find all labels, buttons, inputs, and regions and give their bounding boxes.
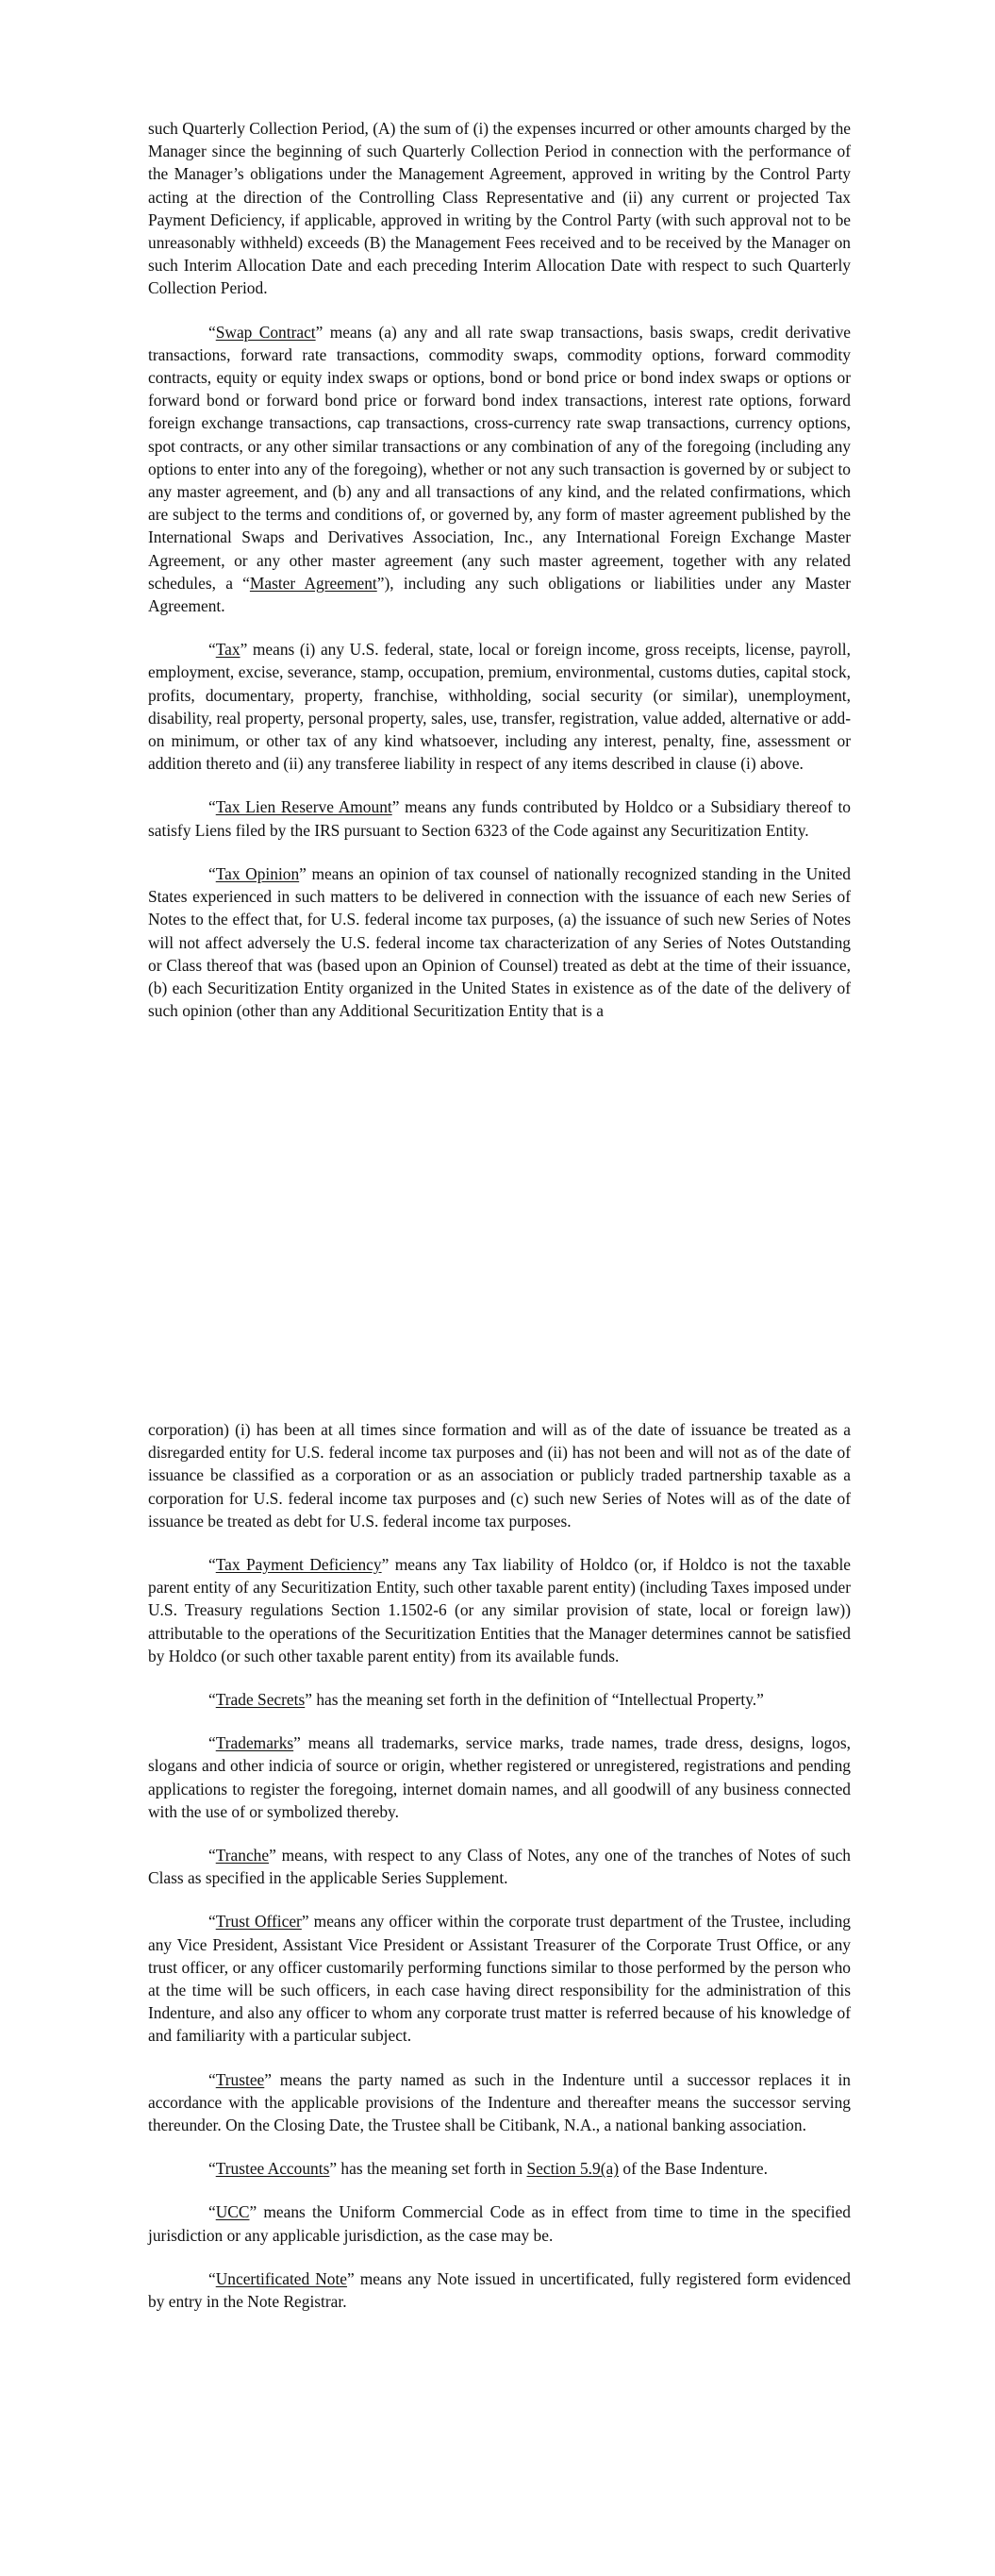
open-quote: “ [208,1846,216,1865]
definition-text: ” means the party named as such in the Indenture until a successor replaces it in accordance with the applicable provisions of the Indenture and thereafter means the successor serving thereunder. On the Closing Date, the Trustee shall be Citibank, N.A., a national banking association. [148,2069,851,2135]
definition-text: ” means any funds contributed by Holdco or a Subsidiary thereof to satisfy Liens filed by the IRS pursuant to Section 6323 of the Code against any Securitization Entity. [148,797,851,840]
definition-text: ”), including any such obligations or liabilities under any Master Agreement. [148,573,851,616]
definition-text: ” means (a) any and all rate swap transactions, basis swaps, credit derivative transactions, forward rate transactions, commodity swaps, commodity options, forward commodity contracts, equity or equity index swaps or options, bond or bond price or bond index swaps or options or forward bond or forward bond price or forward bond index transactions, interest rate options, forward foreign exchange transactions, cap transactions, cross-currency rate swap transactions, currency options, spot contracts, or any other similar transactions or any combination of any of the foregoing (including any options to enter into any of the foregoing), whether or not any such transaction is governed by or subject to any master agreement, and (b) any and all transactions of any kind, and the related confirmations, which are subject to the terms and conditions of, or governed by, any form of master agreement published by the International Swaps and Derivatives Association, Inc., any International Foreign Exchange Master Agreement, or any other master agreement (any such master agreement, together with any related schedules, a “ [148,322,851,593]
open-quote: “ [208,2159,216,2179]
definition-text: ” means all trademarks, service marks, trade names, trade dress, designs, logos, slogans and other indicia of source or origin, whether registered or unregistered, registrations and pending applications to register the foregoing, internet domain names, and all goodwill of any business connected with the use of or symbolized thereby. [148,1733,851,1821]
definition-trade-secrets [148,1688,851,1711]
defined-term-trustee-accounts: Trustee Accounts [215,2159,330,2179]
definition-text: ” has the meaning set forth in the definition of “Intellectual Property.” [305,1690,764,1710]
defined-term-tax-lien-reserve-amount: Tax Lien Reserve Amount [215,797,392,817]
page-upper-block [148,117,851,1043]
open-quote: “ [208,640,216,660]
page-lower-block [148,1418,851,2333]
defined-term-tax-payment-deficiency: Tax Payment Deficiency [215,1555,382,1575]
definition-trademarks [148,1731,851,1823]
open-quote: “ [208,1912,216,1932]
definition-tax-lien-reserve-amount [148,795,851,841]
open-quote: “ [208,322,216,342]
section-reference: Section 5.9(a) [526,2159,620,2179]
definition-ucc [148,2200,851,2246]
defined-term-tax-opinion: Tax Opinion [215,863,300,883]
definition-trustee [148,2068,851,2137]
definition-text: ” means any Note issued in uncertificated, fully registered form evidenced by entry in the Note Registrar. [148,2268,851,2312]
open-quote: “ [208,1690,216,1710]
defined-term-tax: Tax [215,640,240,660]
definition-tax-opinion [148,862,851,1022]
open-quote: “ [208,1555,216,1575]
defined-term-trustee: Trustee [215,2069,265,2089]
definition-text: ” means, with respect to any Class of Notes, any one of the tranches of Notes of such Class as specified in the applicable Series Supplement. [148,1846,851,1888]
open-quote: “ [208,797,216,817]
definition-text: ” means an opinion of tax counsel of nationally recognized standing in the United States experienced in such matters to be delivered in connection with the issuance of each new Series of Notes to the effect that, for U.S. federal income tax purposes, (a) the issuance of such new Series of Notes will not affect adversely the U.S. federal income tax characterization of any Series of Notes Outstanding or Class thereof that was (based upon an Opinion of Counsel) treated as debt at the time of their issuance, (b) each Securitization Entity organized in the United States in existence as of the date of the delivery of such opinion (other than any Additional Securitization Entity that is a [148,863,851,1021]
definition-tranche [148,1844,851,1889]
defined-term-ucc: UCC [215,2202,250,2222]
definition-text: ” means the Uniform Commercial Code as in effect from time to time in the specified jurisdiction or any applicable jurisdiction, as the case may be. [148,2202,851,2245]
open-quote: “ [208,2268,216,2288]
open-quote: “ [208,863,216,883]
defined-term-trust-officer: Trust Officer [215,1912,302,1932]
quarterly-collection-continuation: such Quarterly Collection Period, (A) the sum of (i) the expenses incurred or other amounts charged by the Manager since the beginning of such Quarterly Collection Period in connection with the performance of the Manager’s obligations under the Management Agreement, approved in writing by the Control Party acting at the direction of the Controlling Class Representative and (ii) any current or projected Tax Payment Deficiency, if applicable, approved in writing by the Control Party (with such approval not to be unreasonably withheld) exceeds (B) the Management Fees received and to be received by the Manager on such Interim Allocation Date and each preceding Interim Allocation Date with respect to such Quarterly Collection Period. [148,119,851,298]
definition-uncertificated-note [148,2267,851,2313]
defined-term-trademarks: Trademarks [215,1733,294,1753]
open-quote: “ [208,2069,216,2089]
defined-term-trade-secrets: Trade Secrets [215,1690,306,1710]
definition-tax [148,638,851,775]
definition-text: ” means any officer within the corporate trust department of the Trustee, including any Vice President, Assistant Vice President or Assistant Treasurer of the Corporate Trust Office, or any trust officer, or any officer customarily performing functions similar to those performed by the person who at the time will be such officers, in each case having direct responsibility for the administration of this Indenture, and also any officer to whom any corporate trust matter is referred because of his knowledge of and familiarity with a particular subject. [148,1912,851,2046]
definition-tax-payment-deficiency [148,1553,851,1667]
definition-text: ” means any Tax liability of Holdco (or, if Holdco is not the taxable parent entity of any Securitization Entity, such other taxable parent entity) (including Taxes imposed under U.S. Treasury regulations Section 1.1502-6 (or any similar provision of state, local or foreign law)) attributable to the operations of the Securitization Entities that the Manager determines cannot be satisfied by Holdco (or such other taxable parent entity) from its available funds. [148,1555,851,1665]
open-quote: “ [208,2202,216,2222]
defined-term-master-agreement: Master Agreement [249,573,377,593]
defined-term-swap-contract: Swap Contract [215,322,316,342]
defined-term-tranche: Tranche [215,1846,270,1865]
definition-text: ” has the meaning set forth in [329,2159,527,2179]
definition-trustee-accounts [148,2157,851,2180]
tax-opinion-continuation: corporation) (i) has been at all times since formation and will as of the date of issuance be treated as a disregarded entity for U.S. federal income tax purposes and (ii) has not been and will not as of the date of issuance be classified as a corporation or as an association or publicly traded partnership taxable as a corporation for U.S. federal income tax purposes and (c) such new Series of Notes will as of the date of issuance be treated as debt for U.S. federal income tax purposes. [148,1420,851,1531]
definition-text: ” means (i) any U.S. federal, state, local or foreign income, gross receipts, license, payroll, employment, excise, severance, stamp, occupation, premium, environmental, customs duties, capital stock, profits, documentary, property, franchise, withholding, social security (or similar), unemployment, disability, real property, personal property, sales, use, transfer, registration, value added, alternative or add-on minimum, or other tax of any kind whatsoever, including any interest, penalty, fine, assessment or addition thereto and (ii) any transferee liability in respect of any items described in clause (i) above. [148,640,851,774]
definition-swap-contract [148,321,851,618]
definition-text: of the Base Indenture. [619,2159,768,2179]
open-quote: “ [208,1733,216,1753]
defined-term-uncertificated-note: Uncertificated Note [215,2268,348,2288]
definition-trust-officer [148,1910,851,2047]
